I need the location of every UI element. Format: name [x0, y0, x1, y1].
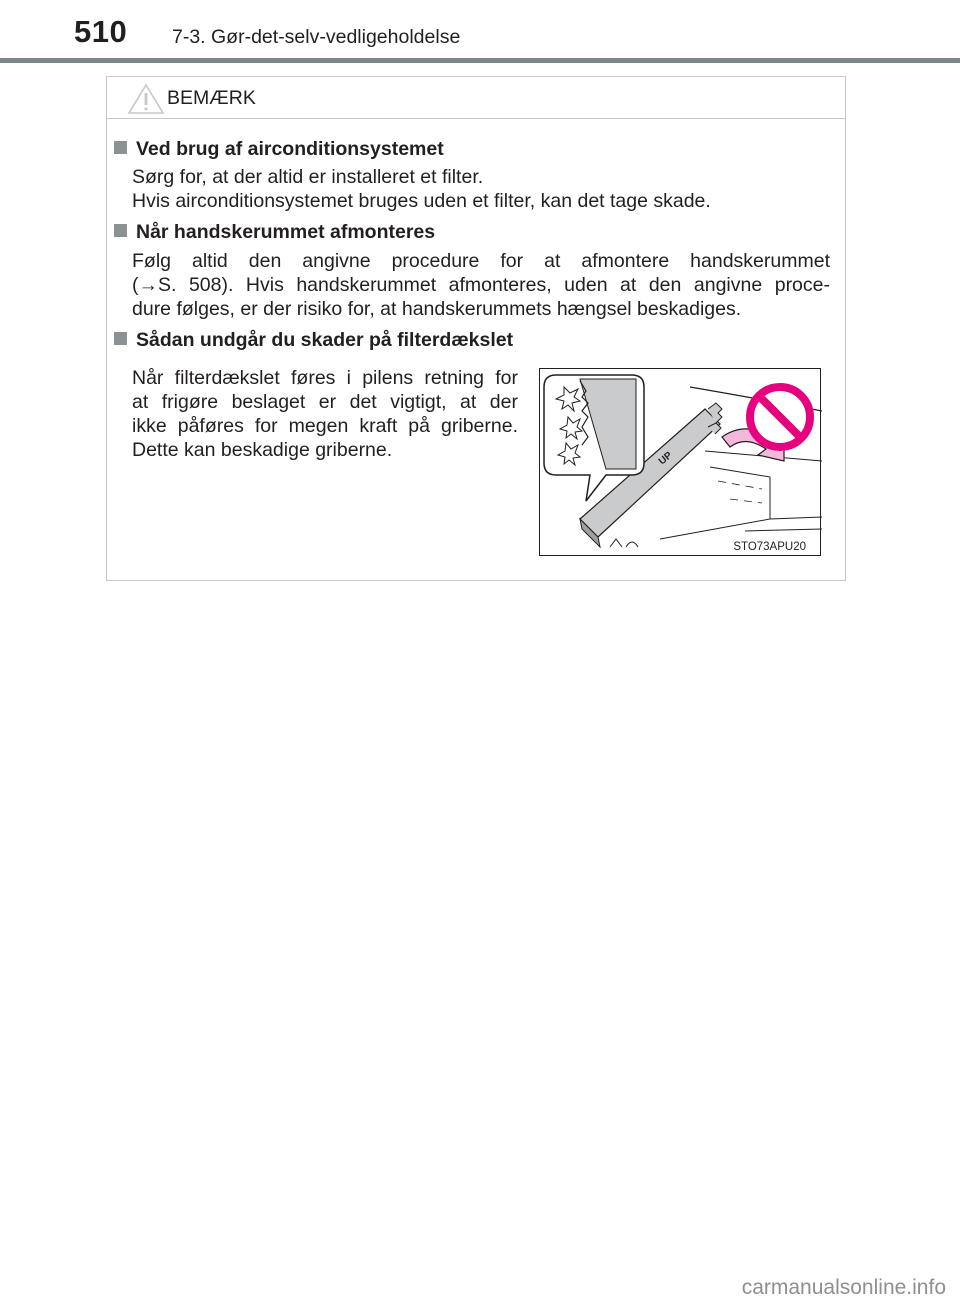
figure-code: STO73APU20	[733, 541, 806, 553]
text-line: dure følges, er der risiko for, at handskerummets hængsel beskadiges.	[132, 298, 742, 320]
watermark: carmanualsonline.info	[741, 1276, 946, 1299]
header-rule	[0, 58, 960, 63]
text-line: Dette kan beskadige griberne.	[132, 439, 393, 461]
notice-header	[107, 77, 845, 119]
section-title: 7-3. Gør-det-selv-vedligeholdelse	[172, 26, 461, 48]
bullet-square-icon	[114, 332, 127, 345]
section-heading-filter-cover: Sådan undgår du skader på filterdækslet	[114, 329, 513, 352]
notice-label: BEMÆRK	[167, 87, 256, 109]
bullet-square-icon	[114, 224, 127, 237]
section-body-aircon	[132, 165, 832, 213]
page-number: 510	[74, 14, 128, 49]
text-line: at frigøre beslaget er det vigtigt, at der	[132, 391, 518, 413]
text-line: Følg altid den angivne procedure for at afmontere handskerummet	[132, 250, 830, 272]
filter-cover-illustration	[540, 369, 822, 557]
text-line: (→S. 508). Hvis handskerummet afmonteres, uden at den angivne proce-	[132, 274, 830, 296]
section-heading-aircon: Ved brug af airconditionsystemet	[114, 138, 444, 161]
section-heading-glovebox: Når handskerummet afmonteres	[114, 221, 435, 244]
text-line: Sørg for, at der altid er installeret et filter.	[132, 166, 484, 188]
text-line: Hvis airconditionsystemet bruges uden et filter, kan det tage skade.	[132, 190, 711, 212]
filter-cover-figure	[539, 368, 821, 556]
prohibition-icon	[746, 383, 814, 451]
section-body-filter-cover	[132, 366, 518, 462]
section-body-glovebox	[132, 249, 830, 321]
text-line: ikke påføres for megen kraft på griberne.	[132, 415, 518, 437]
warning-triangle-icon	[127, 83, 165, 115]
bullet-square-icon	[114, 141, 127, 154]
up-label: UP	[656, 449, 675, 468]
text-line: Når filterdækslet føres i pilens retning for	[132, 367, 518, 389]
